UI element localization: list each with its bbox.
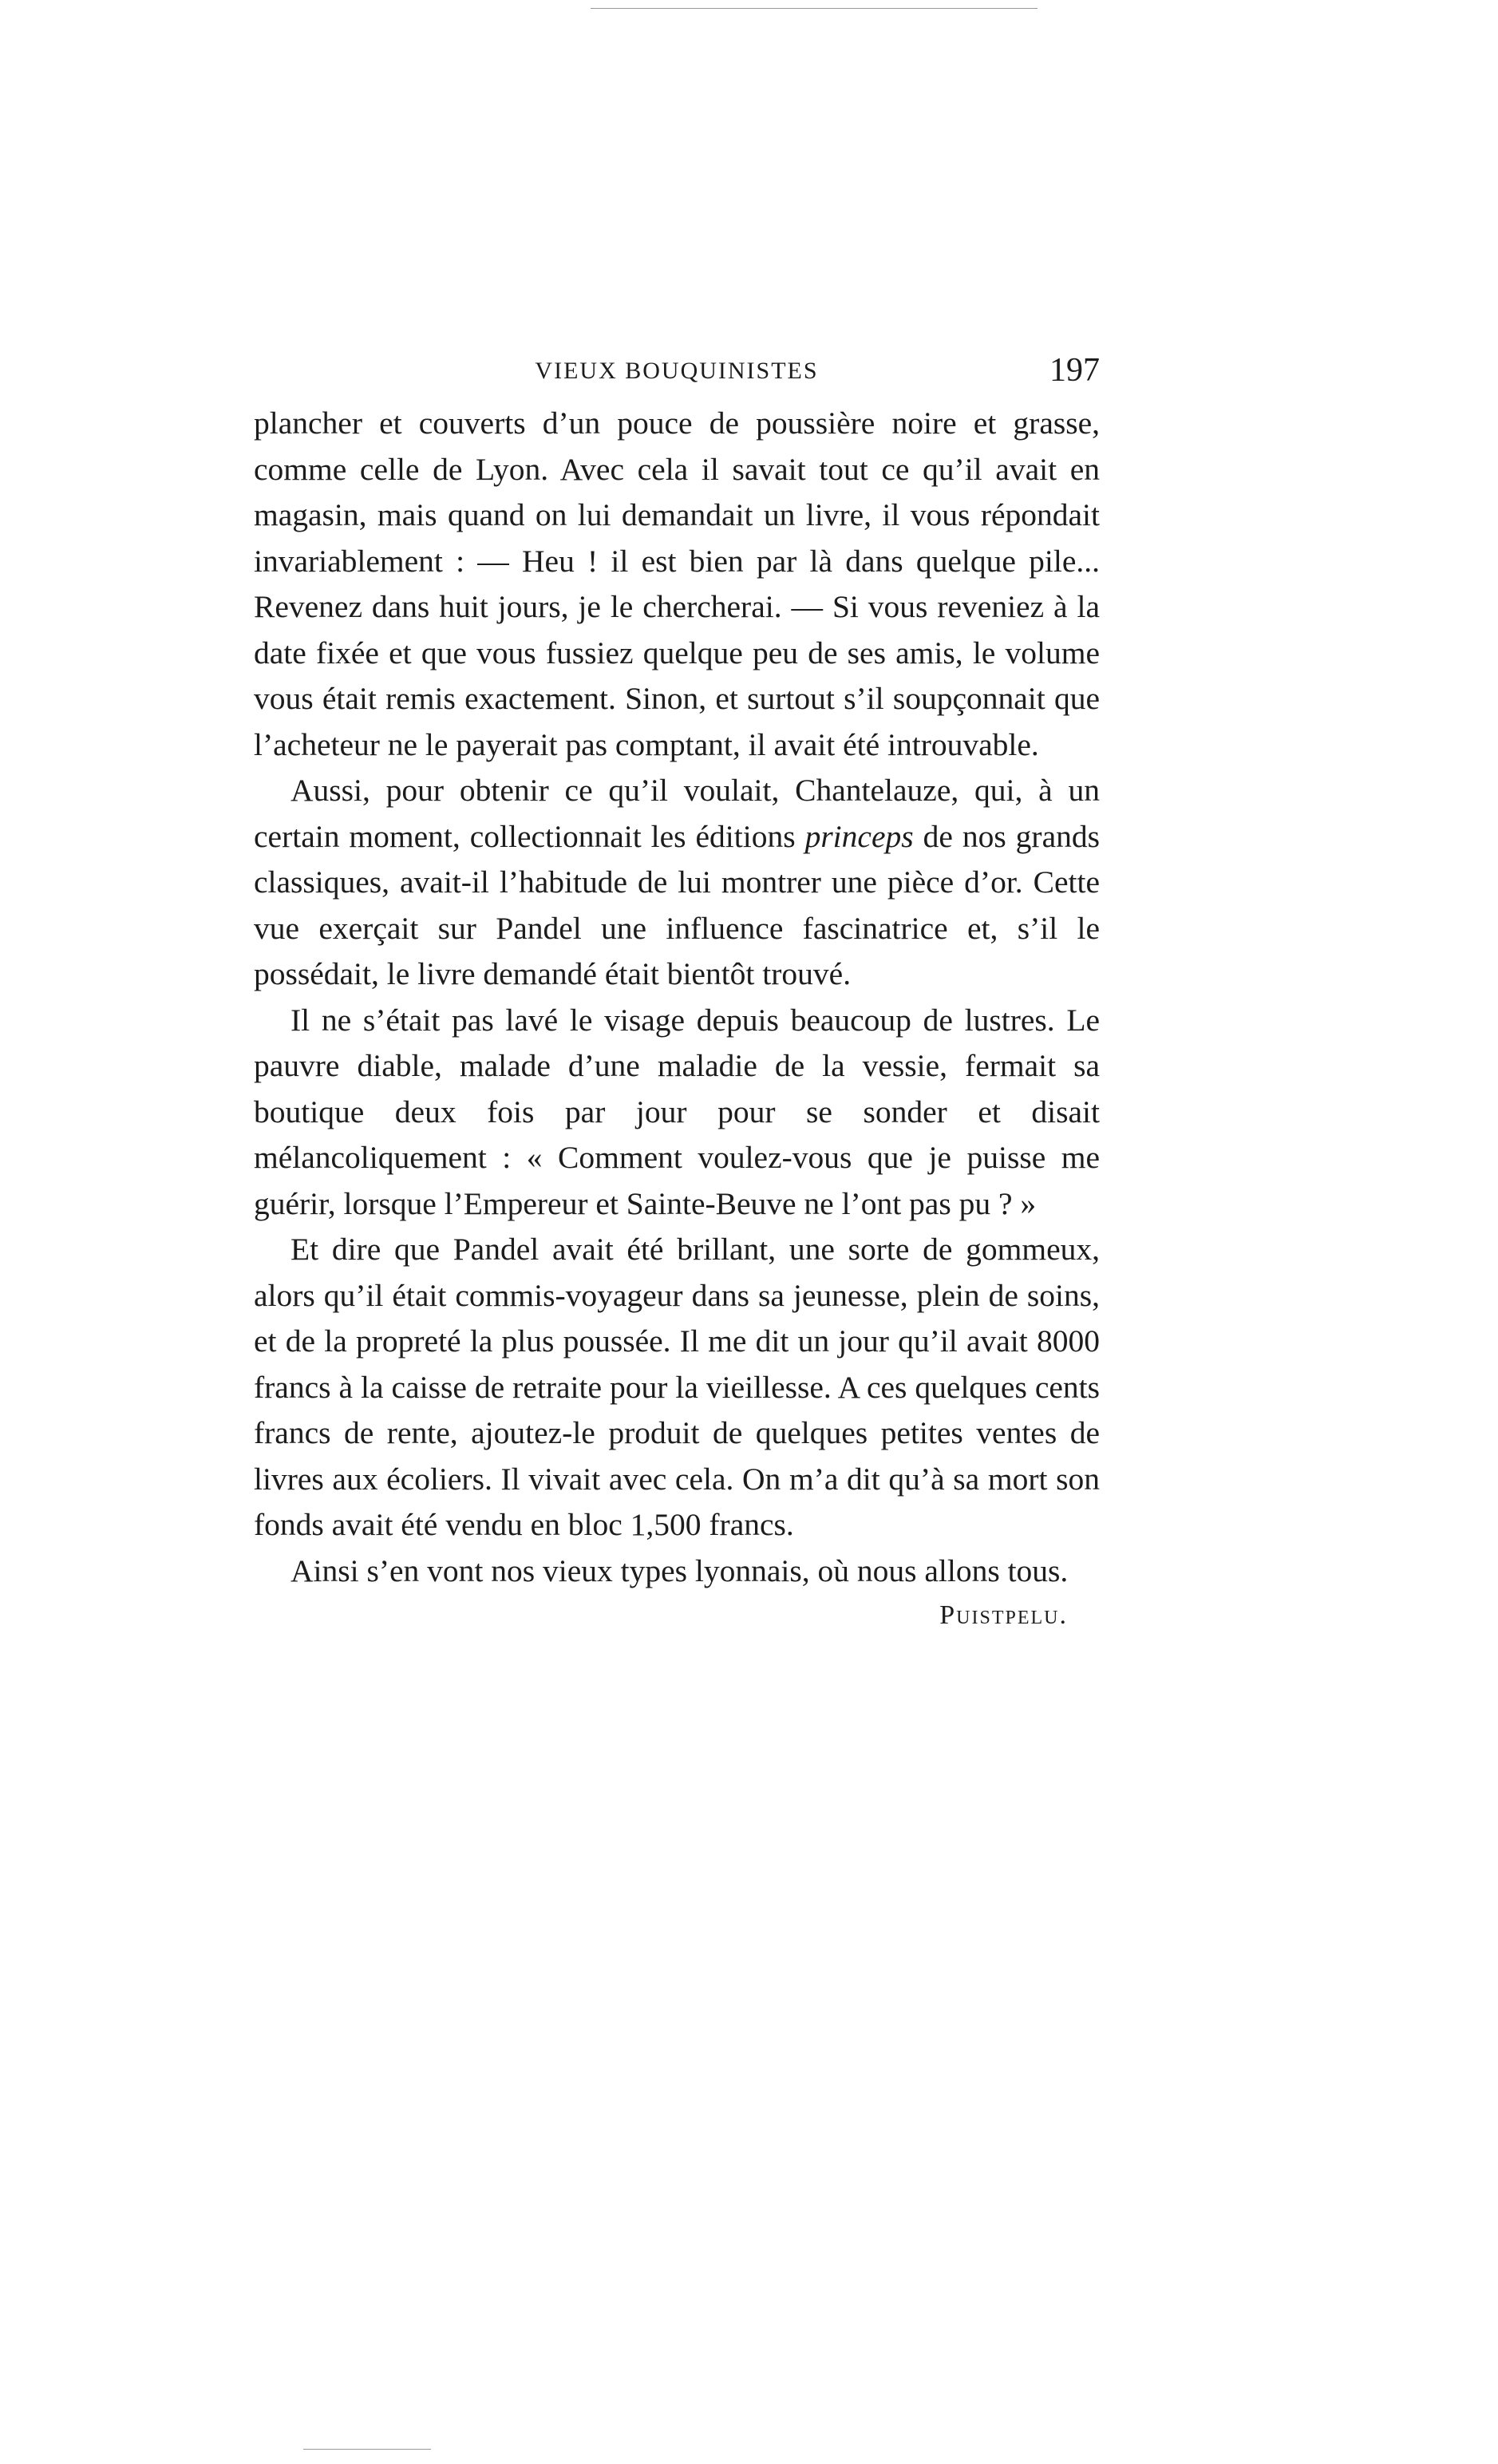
paragraph-4: [254, 1227, 1100, 1548]
paragraph-1-text: plancher et couverts d’un pouce de poussière noire et grasse, comme celle de Lyon. Avec cela il savait tout ce qu’il avait en magasin, mais quand on lui demandait un livre, il vous répondait invariablement : — Heu ! il est bien par là dans quelque pile... Revenez dans huit jours, je le chercherai. — Si vous reveniez à la date fixée et que vous fussiez quelque peu de ses amis, le volume vous était remis exactement. Sinon, et surtout s’il soupçonnait que l’acheteur ne le payerait pas comptant, il avait été introuvable.: [254, 405, 1100, 762]
book-page: [254, 351, 1100, 1631]
paragraph-4-text: Et dire que Pandel avait été brillant, une sorte de gommeux, alors qu’il était commis-voyageur dans sa jeunesse, plein de soins, et de la propreté la plus poussée. Il me dit un jour qu’il avait 8000 francs à la caisse de retraite pour la vieillesse. A ces quelques cents francs de rente, ajoutez-le produit de quelques petites ventes de livres aux écoliers. Il vivait avec cela. On m’a dit qu’à sa mort son fonds avait été vendu en bloc 1,500 francs.: [254, 1232, 1100, 1542]
scan-edge-line-top: [591, 8, 1038, 9]
paragraph-2: [254, 768, 1100, 998]
paragraph-2-italic-term: princeps: [804, 818, 914, 854]
paragraph-3: [254, 998, 1100, 1228]
paragraph-2-text-before: Aussi, pour obtenir ce qu’il voulait, Chantelauze, qui, à un certain moment, collectionnait les éditions: [254, 773, 1100, 854]
body-text: [254, 401, 1100, 1594]
scan-edge-line-bottom: [303, 2449, 431, 2450]
running-title: VIEUX BOUQUINISTES: [535, 358, 819, 384]
page-number: 197: [1049, 352, 1100, 389]
author-signature: Puistpelu.: [939, 1600, 1068, 1630]
paragraph-1: [254, 401, 1100, 768]
paragraph-5-text: Ainsi s’en vont nos vieux types lyonnais, où nous allons tous.: [291, 1552, 1069, 1588]
paragraph-5: [254, 1548, 1100, 1595]
running-head: [254, 351, 1100, 399]
paragraph-2-text-after: de nos grands classiques, avait-il l’habitude de lui montrer une pièce d’or. Cette vue exerçait sur Pandel une influence fascinatrice et, s’il le possédait, le livre demandé était bientôt trouvé.: [254, 818, 1100, 991]
paragraph-3-text: Il ne s’était pas lavé le visage depuis beaucoup de lustres. Le pauvre diable, malade d’une maladie de la vessie, fermait sa boutique deux fois par jour pour se sonder et disait mélancoliquement : « Comment voulez-vous que je puisse me guérir, lorsque l’Empereur et Sainte-Beuve ne l’ont pas pu ? »: [254, 1002, 1100, 1221]
